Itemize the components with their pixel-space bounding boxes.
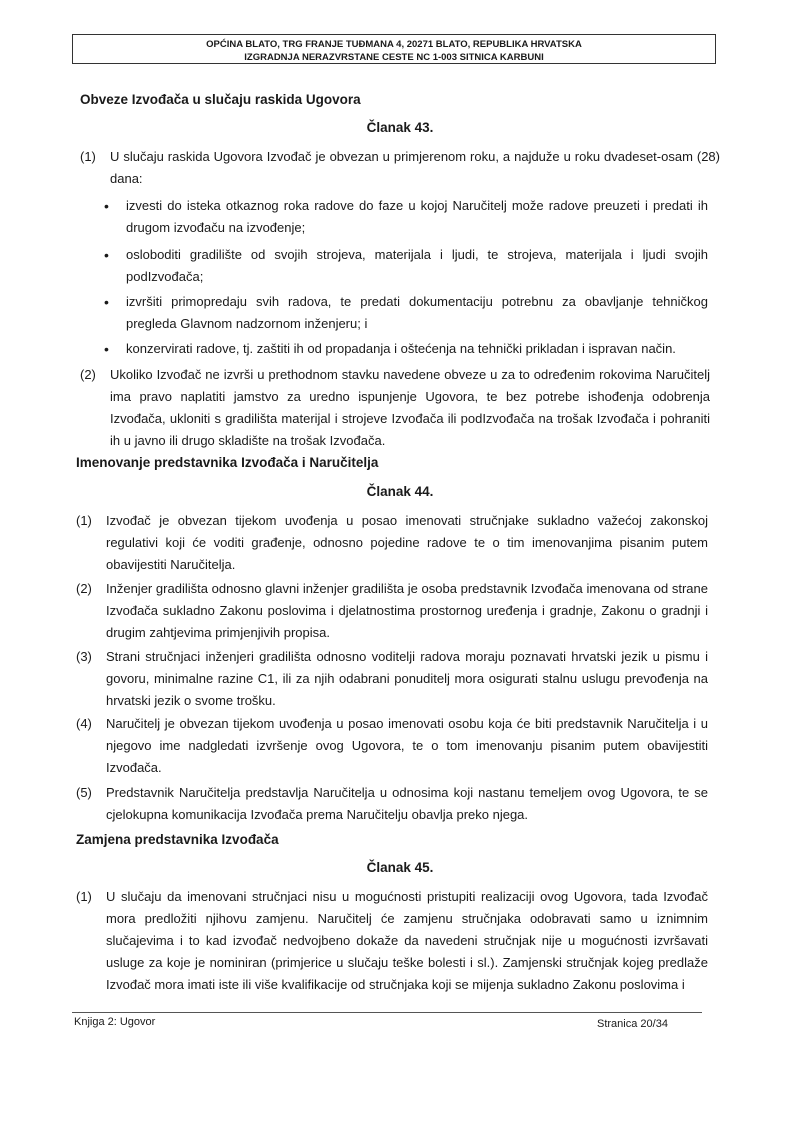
article-title: Članak 43. bbox=[366, 120, 434, 135]
footer-page-number: Stranica 20/34 bbox=[597, 1018, 668, 1030]
paragraph-text: U slučaju raskida Ugovora Izvođač je obvezan u primjerenom roku, a najduže u roku dvadeset-osam (28) dana: bbox=[110, 149, 720, 186]
list-item-text: osloboditi gradilište od svojih strojeva, materijala i ljudi, te strojeva, materijala i ljudi svojih podIzvođača; bbox=[126, 247, 708, 284]
header-line-1: OPĆINA BLATO, TRG FRANJE TUĐMANA 4, 20271 BLATO, REPUBLIKA HRVATSKA bbox=[206, 39, 582, 50]
bullet-icon: • bbox=[104, 341, 109, 357]
paragraph-number: (1) bbox=[80, 149, 96, 164]
list-item-text: izvršiti primopredaju svih radova, te predati dokumentaciju potrebnu za obavljanje tehničkog pregleda Glavnom nadzornom inženjeru; i bbox=[126, 294, 708, 331]
paragraph-number: (1) bbox=[76, 513, 92, 528]
paragraph-text: Naručitelj je obvezan tijekom uvođenja u posao imenovati osobu koja će biti predstavnik Naručitelja i u njegovo ime nadgledati izvršenje ovog Ugovora, te o tom imenovanju pisanim putem obavijestiti Izvođača. bbox=[106, 716, 708, 775]
paragraph-number: (5) bbox=[76, 785, 92, 800]
paragraph-number: (2) bbox=[80, 367, 96, 382]
section-heading: Obveze Izvođača u slučaju raskida Ugovora bbox=[80, 92, 361, 107]
bullet-icon: • bbox=[104, 247, 109, 263]
list-item-text: izvesti do isteka otkaznog roka radove do faze u kojoj Naručitelj može radove preuzeti i predati ih drugom izvođaču na izvođenje; bbox=[126, 198, 708, 235]
paragraph-text: Predstavnik Naručitelja predstavlja Naručitelja u odnosima koji nastanu temeljem ovog Ugovora, te se cjelokupna komunikacija Izvođača prema Naručitelju obavlja preko njega. bbox=[106, 785, 708, 822]
article-title: Članak 44. bbox=[366, 484, 434, 499]
bullet-icon: • bbox=[104, 198, 109, 214]
bullet-icon: • bbox=[104, 294, 109, 310]
header-line-2: IZGRADNJA NERAZVRSTANE CESTE NC 1-003 SITNICA KARBUNI bbox=[244, 52, 544, 63]
paragraph-number: (1) bbox=[76, 889, 92, 904]
list-item-text: konzervirati radove, tj. zaštiti ih od propadanja i oštećenja na tehnički prikladan i ispravan način. bbox=[126, 341, 676, 356]
paragraph-number: (4) bbox=[76, 716, 92, 731]
paragraph-text: U slučaju da imenovani stručnjaci nisu u mogućnosti pristupiti realizaciji ovog Ugovora, tada Izvođač mora predložiti njihovu zamjenu. Naručitelj će zamjenu stručnjaka odobravati samo u iznimnim slučajevima i to kad izvođač nedvojbeno dokaže da navedeni stručnjak nije u mogućnosti izvršavati usluge za koje je nominiran (primjerice u slučaju teške bolesti i sl.). Zamjenski stručnjak kojeg predlaže Izvođač mora imati iste ili više kvalifikacije od stručnjaka koji se mijenja sukladno Zakonu poslovima i bbox=[106, 889, 708, 992]
paragraph-text: Ukoliko Izvođač ne izvrši u prethodnom stavku navedene obveze u za to određenim rokovima Naručitelj ima pravo naplatiti jamstvo za uredno ispunjenje Ugovora, te bez potrebe ishođenja odobrenja Izvođača, ukloniti s gradilišta materijal i strojeve Izvođača ili podIzvođača na trošak Izvođača i pohraniti ih u javno ili drugo skladište na trošak Izvođača. bbox=[110, 367, 710, 448]
section-heading: Imenovanje predstavnika Izvođača i Naručitelja bbox=[76, 455, 379, 470]
article-title: Članak 45. bbox=[366, 860, 434, 875]
paragraph-number: (2) bbox=[76, 581, 92, 596]
section-heading: Zamjena predstavnika Izvođača bbox=[76, 832, 279, 847]
paragraph-text: Izvođač je obvezan tijekom uvođenja u posao imenovati stručnjake sukladno važećoj zakonskoj regulativi koji će voditi građenje, odnosno pojedine radove te o tim imenovanjima pisanim putem obavijestiti Naručitelja. bbox=[106, 513, 708, 572]
paragraph-text: Strani stručnjaci inženjeri gradilišta odnosno voditelji radova moraju poznavati hrvatski jezik u pismu i govoru, minimalne razine C1, ili za njih odabrani ponuditelj mora osigurati stalnu uslugu prevođenja na hrvatski jezik o svome trošku. bbox=[106, 649, 708, 708]
footer-book-label: Knjiga 2: Ugovor bbox=[74, 1016, 156, 1028]
footer-divider bbox=[72, 1012, 702, 1013]
paragraph-number: (3) bbox=[76, 649, 92, 664]
paragraph-text: Inženjer gradilišta odnosno glavni inženjer gradilišta je osoba predstavnik Izvođača imenovana od strane Izvođača sukladno Zakonu poslovima i djelatnostima prostornog uređenja i gradnje, Zakonu o gradnji i drugim zahtjevima primjenjivih propisa. bbox=[106, 581, 708, 640]
document-header bbox=[72, 34, 716, 64]
